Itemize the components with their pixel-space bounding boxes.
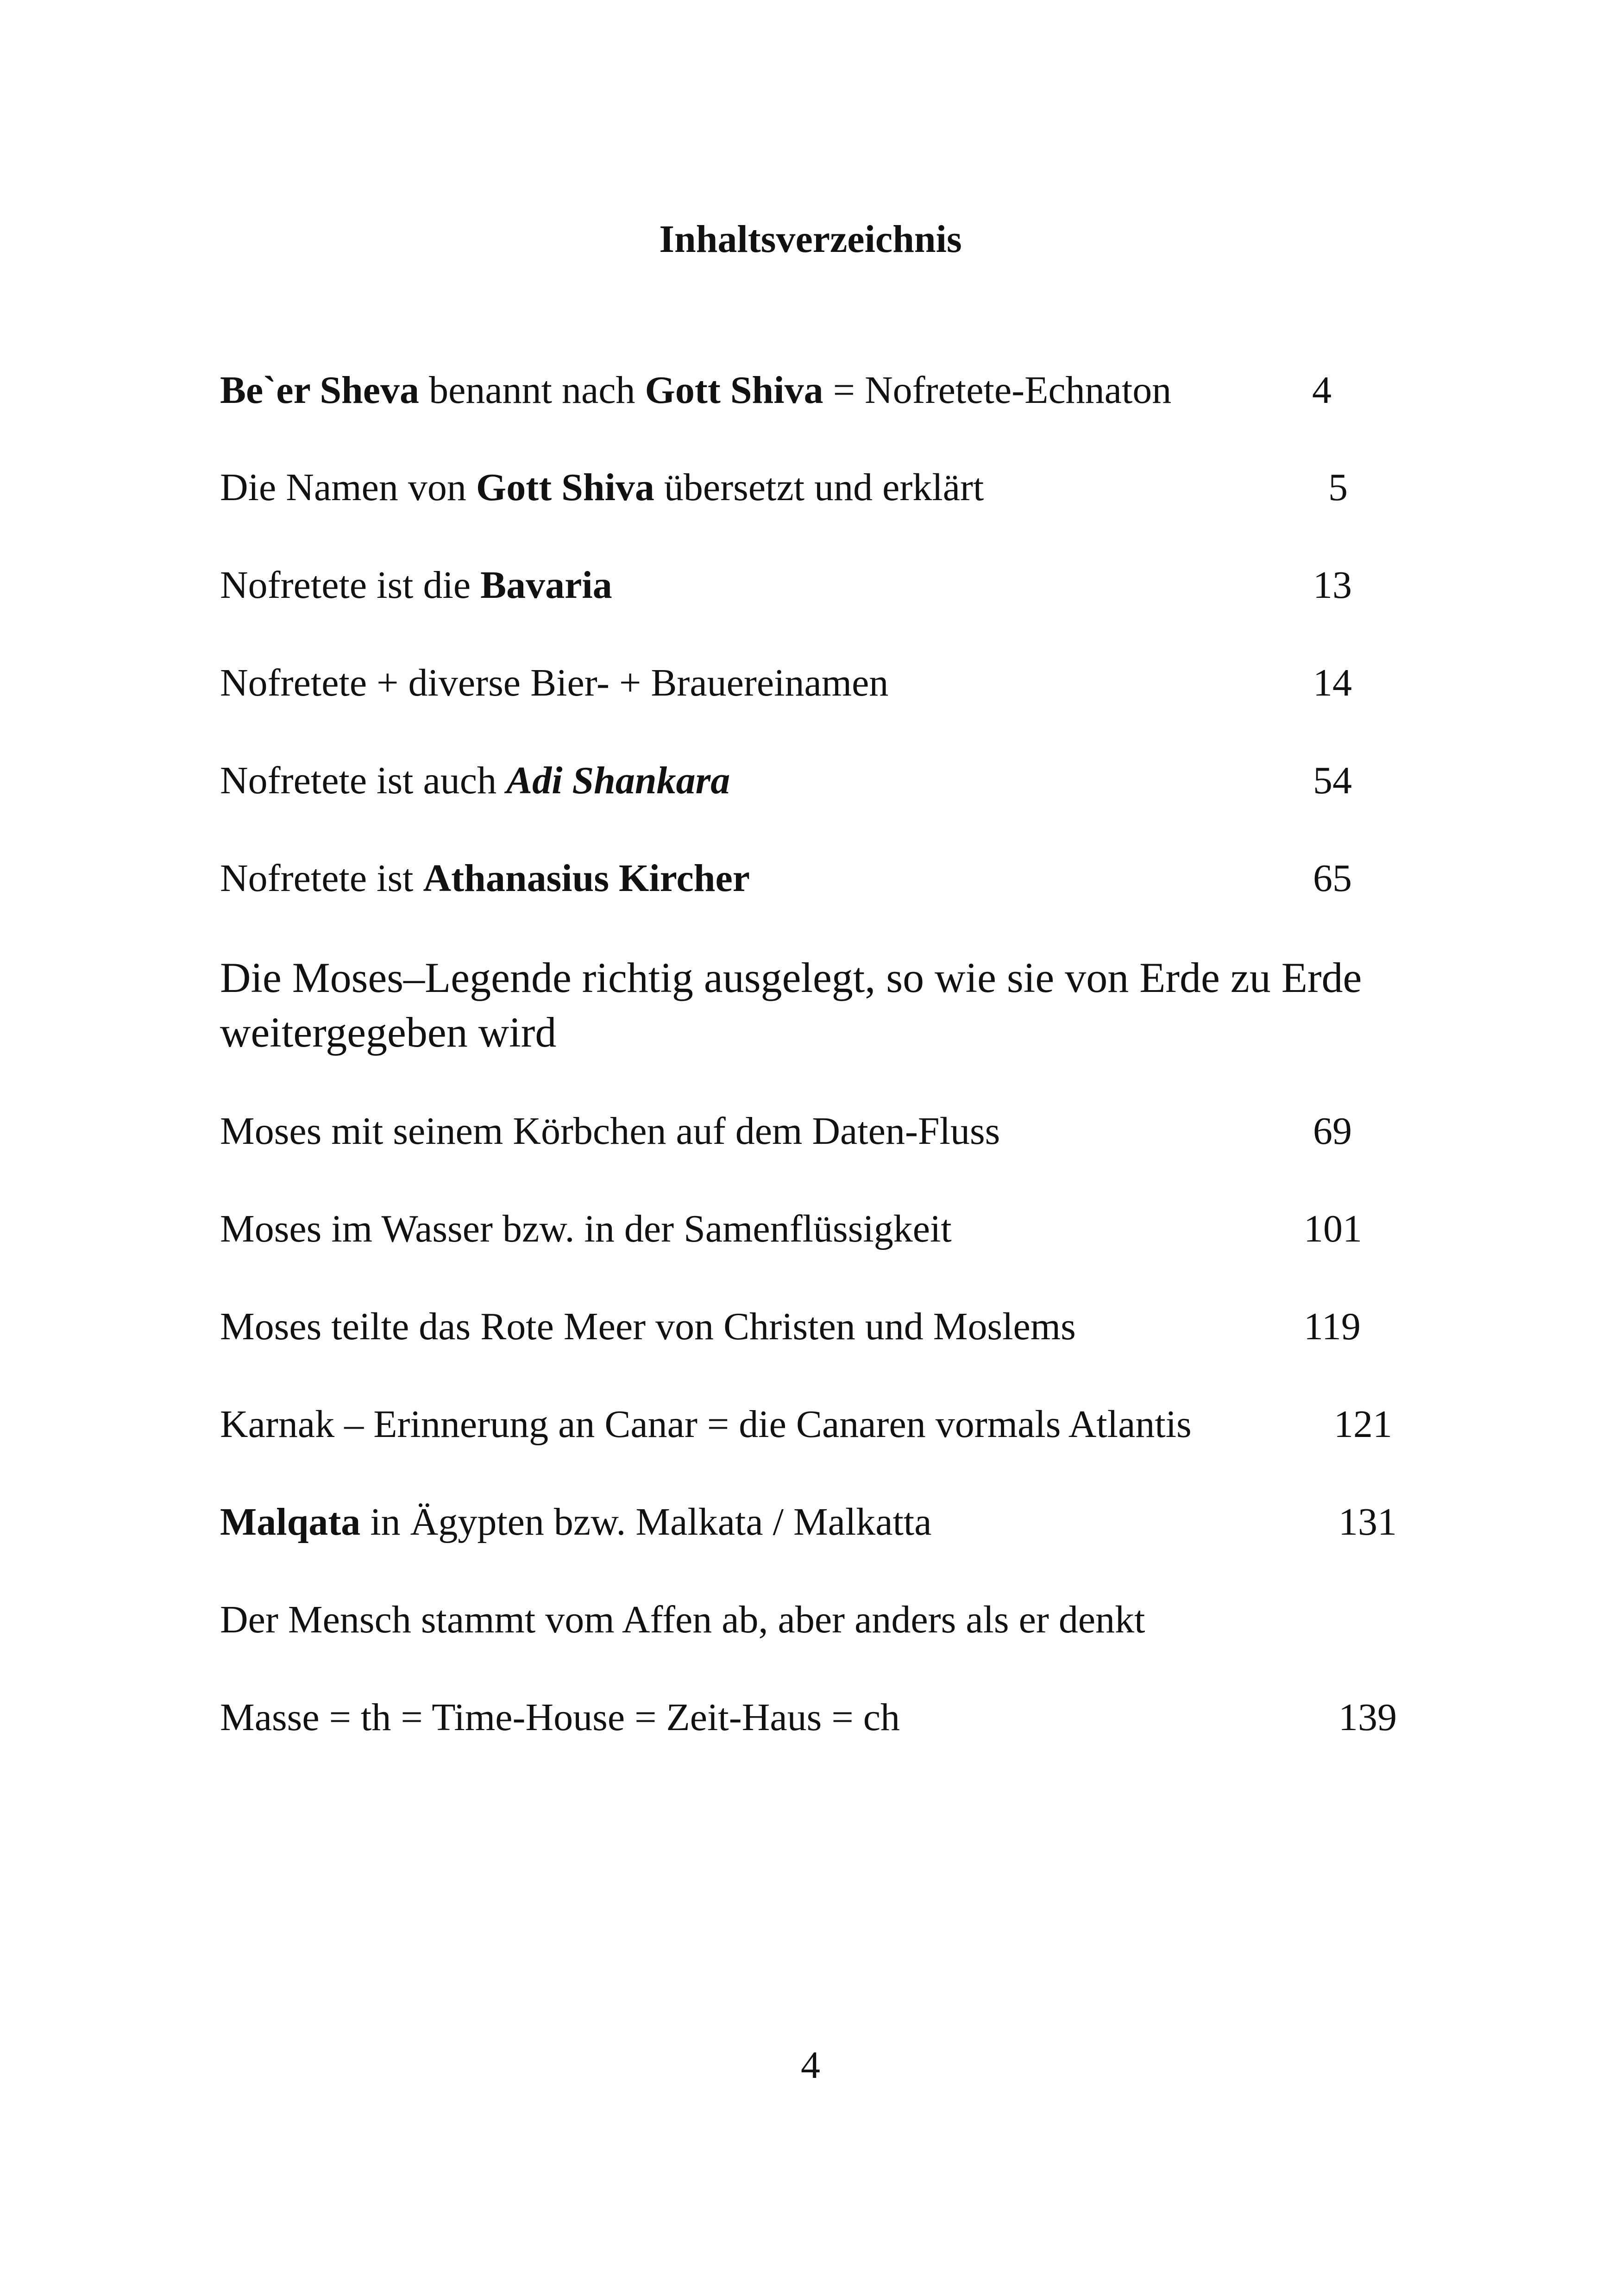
toc-entry-bold-italic-text: Adi Shankara <box>506 759 730 802</box>
toc-entry-page-number: 121 <box>1334 1403 1392 1446</box>
toc-entry-text: Moses mit seinem Körbchen auf dem Daten-Fluss <box>220 1110 1000 1153</box>
toc-entry-title <box>220 560 1285 611</box>
toc-entry-title <box>220 1204 1285 1255</box>
toc-entry-title <box>220 853 1285 904</box>
toc-entry <box>220 560 1415 611</box>
toc-entry-text: Nofretete + diverse Bier- + Brauereinamen <box>220 661 889 704</box>
toc-entry-title <box>220 365 1285 416</box>
toc-entry-title <box>220 950 1415 1060</box>
toc-entry <box>220 1301 1415 1352</box>
toc-entry <box>220 1594 1415 1645</box>
toc-entry-text: in Ägypten bzw. Malkata / Malkatta <box>360 1500 932 1543</box>
toc-entry-page-number: 65 <box>1313 857 1352 900</box>
toc-entry-bold-text: Malqata <box>220 1500 361 1543</box>
toc-entry-title <box>220 1692 1285 1743</box>
toc-entry-title <box>220 1106 1285 1157</box>
toc-entry-page-number: 101 <box>1304 1207 1362 1250</box>
toc-entry-text: Die Namen von <box>220 466 476 509</box>
toc-entry-text: übersetzt und erklärt <box>654 466 984 509</box>
toc-entry-bold-text: Athanasius Kircher <box>423 857 750 900</box>
toc-entry-text: Nofretete ist <box>220 857 423 900</box>
toc-entry-text: Nofretete ist die <box>220 564 481 607</box>
toc-entry <box>220 1399 1415 1450</box>
toc-entry-page-number: 13 <box>1313 564 1352 607</box>
toc-entry-title <box>220 1399 1285 1450</box>
toc-entry-multiline <box>220 950 1415 1060</box>
toc-entry-title <box>220 462 1285 513</box>
toc-entry-text: Moses teilte das Rote Meer von Christen und Moslems <box>220 1305 1076 1348</box>
toc-entry-page-number: 14 <box>1313 661 1352 704</box>
toc-entry-title <box>220 658 1285 709</box>
toc-entry-bold-text: Gott Shiva <box>645 369 823 412</box>
toc-entry-bold-text: Be`er Sheva <box>220 369 420 412</box>
toc-entry <box>220 462 1415 513</box>
toc-entry-title <box>220 1594 1285 1645</box>
toc-entry-title <box>220 755 1285 806</box>
toc-entry <box>220 365 1415 416</box>
toc-entry <box>220 1106 1415 1157</box>
toc-entry-bold-text: Gott Shiva <box>476 466 654 509</box>
toc-entry <box>220 1497 1415 1548</box>
toc-entry <box>220 1692 1415 1743</box>
toc-entry-page-number: 54 <box>1313 759 1352 802</box>
toc-entry <box>220 853 1415 904</box>
toc-entry-text: = Nofretete-Echnaton <box>823 369 1172 412</box>
toc-entry <box>220 658 1415 709</box>
toc-heading: Inhaltsverzeichnis <box>659 218 962 261</box>
toc-entry-text: Der Mensch stammt vom Affen ab, aber anders als er denkt <box>220 1598 1145 1641</box>
toc-entry-title <box>220 1497 1285 1548</box>
toc-entry-text: benannt nach <box>419 369 645 412</box>
toc-entry-page-number: 69 <box>1313 1110 1352 1153</box>
toc-entry-page-number: 4 <box>1312 369 1332 412</box>
toc-entry-text: Die Moses–Legende richtig ausgelegt, so wie sie von Erde zu Erde weitergegeben wird <box>220 954 1362 1056</box>
toc-entry-text: Masse = th = Time-House = Zeit-Haus = ch <box>220 1696 900 1739</box>
toc-entry-bold-text: Bavaria <box>480 564 612 607</box>
toc-entry-title <box>220 1301 1285 1352</box>
toc-entry <box>220 755 1415 806</box>
toc-entry-text: Nofretete ist auch <box>220 759 507 802</box>
toc-entry-page-number: 119 <box>1304 1305 1361 1348</box>
toc-entry-page-number: 139 <box>1338 1696 1397 1739</box>
toc-entry-text: Karnak – Erinnerung an Canar = die Canaren vormals Atlantis <box>220 1403 1192 1446</box>
toc-entry-text: Moses im Wasser bzw. in der Samenflüssigkeit <box>220 1207 952 1250</box>
page-number: 4 <box>801 2044 820 2087</box>
toc-entry-page-number: 131 <box>1338 1500 1397 1543</box>
toc-entry <box>220 1204 1415 1255</box>
toc-entry-page-number: 5 <box>1328 466 1348 509</box>
